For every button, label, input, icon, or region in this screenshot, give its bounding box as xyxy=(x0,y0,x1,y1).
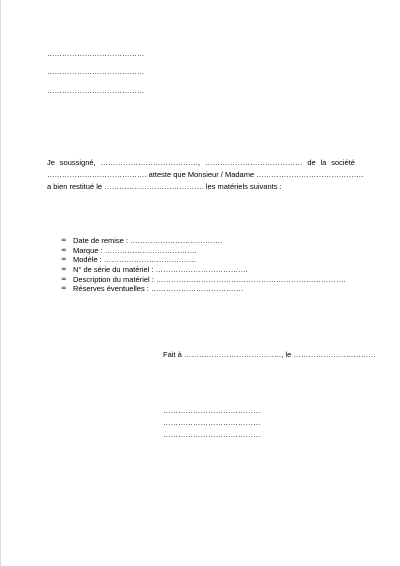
list-item xyxy=(61,236,346,246)
list-item xyxy=(61,275,346,285)
word: de xyxy=(307,158,316,167)
signature-line-1: ………………………………… xyxy=(163,406,261,415)
bullet-icon: ∞ xyxy=(61,274,67,283)
fait-line: Fait à …………………………………, le …………………………… xyxy=(163,350,376,359)
bullet-icon: ∞ xyxy=(61,265,67,274)
word: société xyxy=(331,158,355,167)
list-item xyxy=(61,284,346,294)
materials-list xyxy=(61,236,346,294)
header-line-2: ………………………………… xyxy=(47,67,145,76)
role-blank: ………………………………… xyxy=(204,158,303,167)
bullet-icon: ∞ xyxy=(61,236,67,244)
list-item xyxy=(61,246,346,256)
paragraph-line-3: a bien restitué le …………………………………. les matériels suivants : xyxy=(47,182,282,191)
list-item-text: Réserves éventuelles : ………………………………. xyxy=(73,284,244,294)
list-item-text: Date de remise : ………………………………. xyxy=(73,236,223,245)
word: Je xyxy=(47,158,55,167)
list-item-text: N° de série du matériel : ………………………………. xyxy=(73,265,248,275)
list-item-text: Description du matériel : …………………………………………………………………. xyxy=(73,274,346,284)
header-line-3: ………………………………… xyxy=(47,86,145,95)
list-item-text: Marque : ………………………………. xyxy=(73,245,197,255)
name-blank: …………………………………, xyxy=(100,158,201,167)
list-item xyxy=(61,265,346,275)
signature-line-2: ………………………………… xyxy=(163,418,261,427)
header-line-1: ………………………………… xyxy=(47,49,145,58)
bullet-icon: ∞ xyxy=(61,245,67,254)
bullet-icon: ∞ xyxy=(61,255,67,264)
list-item xyxy=(61,255,346,265)
word: soussigné, xyxy=(59,158,96,167)
paragraph-line-1 xyxy=(47,158,355,167)
signature-line-3: ………………………………… xyxy=(163,430,261,439)
word: la xyxy=(320,158,327,167)
paragraph-line-2: …………………………………. atteste que Monsieur / Madame ……………………………………. xyxy=(47,170,364,179)
list-item-text: Modèle : ………………………………. xyxy=(73,255,196,265)
bullet-icon: ∞ xyxy=(61,284,67,293)
